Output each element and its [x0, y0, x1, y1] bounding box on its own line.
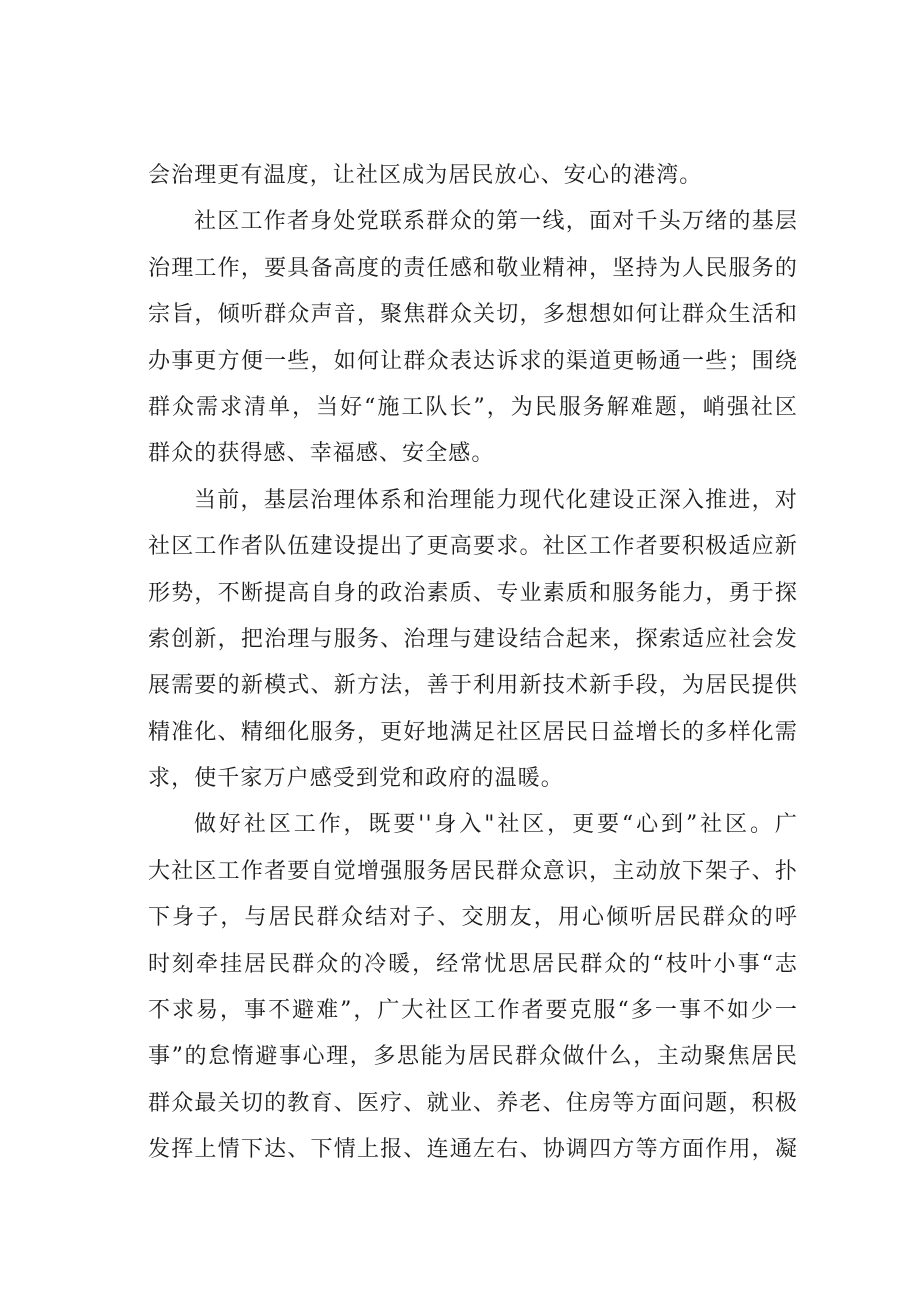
text-line: 会治理更有温度，让社区成为居民放心、安心的港湾。 — [148, 163, 703, 188]
text-line: 治理工作，要具备高度的责任感和敬业精神，坚持为人民服务的 — [148, 255, 798, 281]
text-line: 社区工作者身处党联系群众的第一线，面对千头万绪的基层 — [194, 209, 798, 235]
text-line: 发挥上情下达、下情上报、连通左右、协调四方等方面作用，凝 — [148, 1137, 798, 1163]
body-text — [148, 153, 798, 1174]
text-line: 求，使千家万户感受到党和政府的温暖。 — [148, 766, 564, 792]
text-line: 索创新，把治理与服务、治理与建设结合起来，探索适应社会发 — [148, 626, 798, 652]
text-line: 宗旨，倾听群众声音，聚焦群众关切，多想想如何让群众生活和 — [148, 302, 798, 328]
text-line: 精准化、精细化服务，更好地满足社区居民日益增长的多样化需 — [148, 719, 798, 745]
text-line: 社区工作者队伍建设提出了更高要求。社区工作者要积极适应新 — [148, 534, 798, 560]
text-line: 形势，不断提高自身的政治素质、专业素质和服务能力，勇于探 — [148, 580, 798, 606]
text-line: 事”的怠惰避事心理，多思能为居民群众做什么，主动聚焦居民 — [148, 1044, 798, 1070]
text-line: 下身子，与居民群众结对子、交朋友，用心倾听居民群众的呼 — [148, 905, 798, 931]
text-line: 当前，基层治理体系和治理能力现代化建设正深入推进，对 — [194, 487, 798, 513]
text-line: 群众需求清单，当好“施工队长”，为民服务解难题，峭强社区 — [148, 394, 798, 420]
text-line: 群众最关切的教育、医疗、就业、养老、住房等方面问题，积极 — [148, 1090, 798, 1116]
text-line: 大社区工作者要自觉增强服务居民群众意识，主动放下架子、扑 — [148, 858, 798, 884]
text-line: 做好社区工作，既要''身入"社区，更要“心到”社区。广 — [194, 812, 798, 838]
text-line: 展需要的新模式、新方法，善于利用新技术新手段，为居民提供 — [148, 673, 798, 699]
text-line: 不求易，事不避难”，广大社区工作者要克服“多一事不如少一 — [148, 998, 798, 1024]
text-line: 时刻牵挂居民群众的冷暖，经常忧思居民群众的“枝叶小事“志 — [148, 951, 798, 977]
text-line: 群众的获得感、幸福感、安全感。 — [148, 441, 495, 467]
text-line: 办事更方便一些，如何让群众表达诉求的渠道更畅通一些；围绕 — [148, 348, 798, 374]
